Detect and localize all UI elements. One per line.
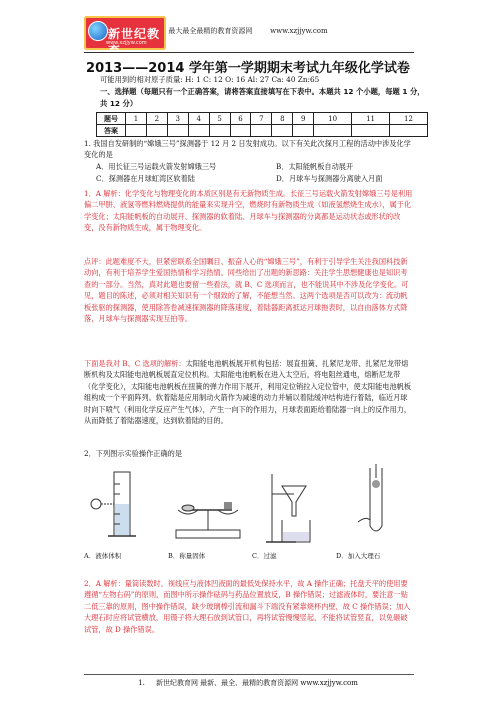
figure-a-caption: A．液体体积 bbox=[84, 552, 122, 560]
footer-divider bbox=[84, 674, 414, 675]
details-intro: 下面是我对 B、C 选项的解析： bbox=[84, 359, 186, 368]
table-header: 题号 bbox=[97, 113, 126, 125]
figure-b bbox=[168, 464, 248, 560]
table-cell: 1 bbox=[126, 113, 147, 125]
answer-cell[interactable] bbox=[146, 125, 167, 137]
test-tube-icon bbox=[336, 464, 416, 548]
question-1-analysis: 1．A 解析：化学变化与物理变化的本质区别是有无新物质生成。长征三号运载火箭发射嫦娥三号是利用偏二甲肼、液氢等燃料燃烧提供的能量来实现升空，燃烧时有新物质生成（如液氢燃烧生成水），属于化学变化；太阳能帆板的自动展开、探测器的软着陆、月球车与探测器的分离都是运动状态或形状的改变，没有新物质生成，属于物理变化。 bbox=[84, 189, 413, 233]
figure-d bbox=[336, 464, 416, 560]
figure-a bbox=[84, 464, 164, 560]
details-body: 太阳能电池帆板展开机构包括：展直扭簧、扎紧尼龙带、扎紧尼龙带熔断机构及太阳能电池帆板展直定位机构。太阳能电池帆板在进入太空后，将电阻丝通电，熔断尼龙带（化学变化），太阳能电池帆板在扭簧的弹力作用下展开，利用定位销拉入定位管中，使太阳能电池帆板组构成一个平面阵列。软着陆是应用制动火箭作为减速的动力并辅以着陆缓冲结构进行着陆，临近月球时向下喷气（利用化学反应产生气体），产生一向下的作用力，月球表面距给着陆器一向上的反作用力，从而降低了着陆器速度，达到软着陆的目的。 bbox=[84, 359, 412, 426]
balance-icon bbox=[168, 464, 248, 548]
footer-text: 新世纪教育网 最新、最全、最精的教育资源网 www.xzjjyw.com bbox=[155, 679, 358, 687]
logo-text: 新世纪教育 bbox=[108, 27, 161, 58]
question-2-analysis: 2．A 解析：量筒读数时，视线应与液体凹液面的最低处保持水平，故 A 操作正确；托盘天平的使用要遵循“左物右码”的原则，而图中所示操作砝码与药品位置放反，B 操作错误；过滤液体时，要注意一贴二低三靠的原则，图中操作错误，缺少玻璃棒引流和漏斗下端没有紧靠烧杯内壁，故 C 操作错误；加入大理石时应将试管横放，用镊子将大理石放到试管口，再将试管慢慢竖起，不能将试管竖直，以免砸破试管，故 D 操作错误。 bbox=[84, 579, 411, 634]
experiment-figures bbox=[84, 464, 414, 560]
question-1-tip: 点评：此题难度不大，但紧密联系全国瞩目、振奋人心的“嫦娥三号”，有利于引导学生关注我国科技新动向，有利于培养学生爱国热情和学习热情。同些给出了出题的新思路：关注学生思想健康也是知识考查的一部分。当然，真对此题也要留一些看法，就 B、C 选项而言，也不能说其中不涉及化学变化。可见，题目的陈述，必须对相关知识有一个细致的了解，不能想当然。这两个选项是否可以改为：流动帆板张驱的探测器，使用除答卷减速探测器的降落速度，着陆器距离抵达月球拖表时，以自由落体方式降落，月球车与探测器实现互拍等。 bbox=[84, 257, 409, 324]
page-title: 2013——2014 学年第一学期期末考试九年级化学试卷 bbox=[86, 61, 410, 76]
question-2-stem: 2．下列图示实验操作正确的是 bbox=[84, 449, 183, 458]
funnel-icon bbox=[252, 464, 332, 548]
answer-cell[interactable] bbox=[352, 125, 390, 137]
question-1-details bbox=[84, 358, 414, 426]
answer-cell[interactable] bbox=[188, 125, 209, 137]
answer-cell[interactable] bbox=[209, 125, 230, 137]
table-cell: 9 bbox=[293, 113, 314, 125]
table-cell: 12 bbox=[390, 113, 428, 125]
answer-cell[interactable] bbox=[293, 125, 314, 137]
table-cell: 2 bbox=[146, 113, 167, 125]
table-cell: 8 bbox=[272, 113, 293, 125]
page-number: 1. bbox=[138, 679, 145, 687]
question-1-stem: 1. 我国自发研制的“嫦娥三号”探测器于 12 月 2 日发射成功。以下有关此次探月工程的活动中涉及化学变化的是 bbox=[84, 139, 411, 160]
table-cell: 5 bbox=[209, 113, 230, 125]
header-site: www.xzjjyw.com bbox=[270, 27, 328, 35]
answer-cell[interactable] bbox=[167, 125, 188, 137]
table-cell: 10 bbox=[314, 113, 352, 125]
answer-cell[interactable] bbox=[251, 125, 272, 137]
graduated-cylinder-icon bbox=[84, 464, 164, 548]
answer-cell[interactable] bbox=[126, 125, 147, 137]
atomic-masses: 可能用到的相对原子质量: H: 1 C: 12 O: 16 Al: 27 Ca: 40 Zn:65 bbox=[100, 75, 320, 84]
answer-cell[interactable] bbox=[314, 125, 352, 137]
answer-cell[interactable] bbox=[390, 125, 428, 137]
page-footer bbox=[0, 678, 496, 688]
answer-cell[interactable] bbox=[230, 125, 251, 137]
section-heading: 一、选择题（每题只有一个正确答案，请将答案直接填写在下表中。本题共 12 个小题，每题 1 分，共 12 分） bbox=[100, 87, 425, 108]
table-header: 答案 bbox=[97, 125, 126, 137]
logo-url: www.xzjjyw.com bbox=[106, 40, 147, 46]
figure-b-caption: B．称量固体 bbox=[168, 552, 206, 560]
table-cell: 6 bbox=[230, 113, 251, 125]
answer-table bbox=[96, 112, 428, 137]
option-d: D．月球车与探测器分离驶入月面 bbox=[276, 174, 383, 183]
table-row bbox=[97, 113, 428, 125]
header-tagline: 最大最全最精的教育资源网 www.xzjjyw.com bbox=[168, 27, 328, 35]
answer-cell[interactable] bbox=[272, 125, 293, 137]
table-cell: 4 bbox=[188, 113, 209, 125]
option-b: B．太阳能帆板自动展开 bbox=[276, 162, 354, 171]
table-cell: 3 bbox=[167, 113, 188, 125]
table-row bbox=[97, 125, 428, 137]
figure-c-caption: C．过滤 bbox=[252, 552, 277, 560]
table-cell: 7 bbox=[251, 113, 272, 125]
table-cell: 11 bbox=[352, 113, 390, 125]
figure-c bbox=[252, 464, 332, 560]
header-divider bbox=[84, 52, 414, 53]
option-c: C．探测器在月球虹湾区软着陆 bbox=[96, 174, 195, 183]
option-a: A．用长征三号运载火箭发射嫦娥三号 bbox=[96, 162, 217, 171]
figure-d-caption: D．加入大理石 bbox=[336, 552, 381, 560]
